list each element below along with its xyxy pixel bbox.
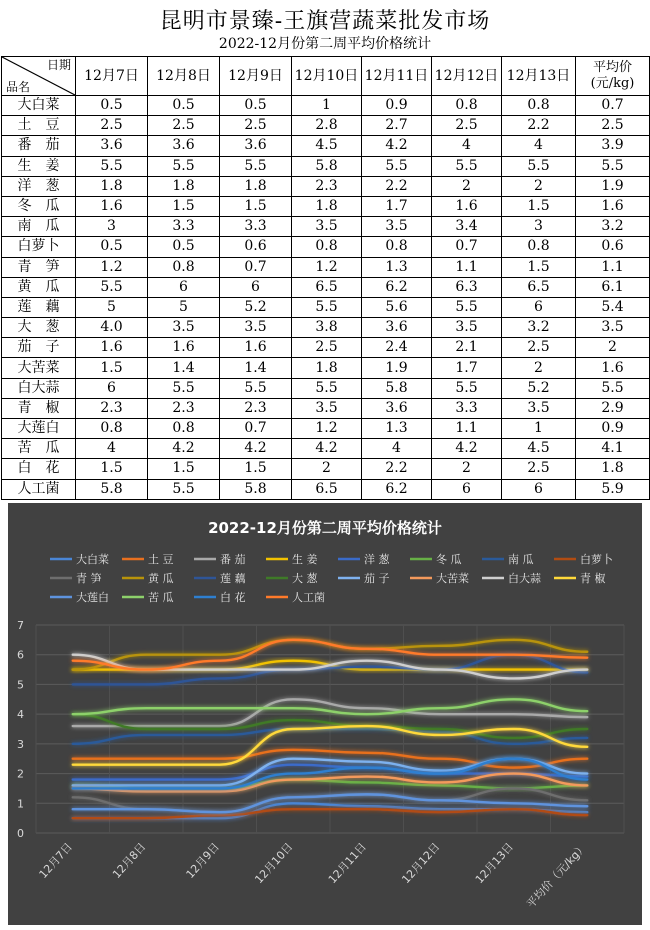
corner-name-label: 品名 xyxy=(6,80,31,94)
legend-label: 南 瓜 xyxy=(508,553,534,566)
price-chart xyxy=(8,503,642,925)
price-cell: 1.3 xyxy=(362,257,432,277)
price-cell: 4 xyxy=(76,439,148,459)
legend-label: 生 姜 xyxy=(292,553,318,566)
table-row xyxy=(2,237,650,257)
table-row xyxy=(2,378,650,398)
legend-label: 人工菌 xyxy=(292,591,325,604)
price-cell: 1.1 xyxy=(432,419,502,439)
price-table-body xyxy=(2,96,650,500)
average-price-cell: 2 xyxy=(576,338,650,358)
product-name-cell: 冬 瓜 xyxy=(2,196,76,216)
price-cell: 3.2 xyxy=(502,318,576,338)
price-cell: 0.8 xyxy=(432,96,502,116)
average-header xyxy=(576,57,650,96)
price-cell: 0.9 xyxy=(362,96,432,116)
product-name-cell: 莲 藕 xyxy=(2,297,76,317)
price-cell: 2.5 xyxy=(220,116,292,136)
price-cell: 5.5 xyxy=(292,378,362,398)
price-cell: 1.4 xyxy=(148,358,220,378)
y-tick-label: 4 xyxy=(17,708,24,722)
price-cell: 3.5 xyxy=(502,398,576,418)
price-cell: 6 xyxy=(220,277,292,297)
table-row xyxy=(2,156,650,176)
price-cell: 5.5 xyxy=(148,479,220,499)
price-cell: 3.5 xyxy=(148,318,220,338)
price-cell: 1.3 xyxy=(362,419,432,439)
price-cell: 5.2 xyxy=(220,297,292,317)
chart-y-axis xyxy=(17,619,24,840)
price-cell: 2.5 xyxy=(432,116,502,136)
price-cell: 1.8 xyxy=(292,196,362,216)
price-cell: 4.5 xyxy=(292,136,362,156)
price-cell: 1.8 xyxy=(148,176,220,196)
price-cell: 2.5 xyxy=(76,116,148,136)
table-row xyxy=(2,116,650,136)
date-header: 12月10日 xyxy=(292,57,362,96)
product-name-cell: 南 瓜 xyxy=(2,217,76,237)
price-cell: 0.8 xyxy=(148,419,220,439)
price-cell: 2 xyxy=(432,176,502,196)
chart-legend xyxy=(50,552,613,604)
average-price-cell: 4.1 xyxy=(576,439,650,459)
price-cell: 2.1 xyxy=(432,338,502,358)
price-cell: 0.8 xyxy=(292,237,362,257)
price-cell: 6.2 xyxy=(362,277,432,297)
price-cell: 1.6 xyxy=(76,196,148,216)
table-row xyxy=(2,419,650,439)
average-price-cell: 2.9 xyxy=(576,398,650,418)
table-row xyxy=(2,136,650,156)
product-name-cell: 番 茄 xyxy=(2,136,76,156)
price-cell: 4.2 xyxy=(292,439,362,459)
price-cell: 2.3 xyxy=(292,176,362,196)
price-cell: 1.8 xyxy=(292,358,362,378)
price-cell: 6 xyxy=(148,277,220,297)
legend-label: 大白菜 xyxy=(76,553,109,566)
corner-date-label: 日期 xyxy=(46,58,71,72)
price-cell: 4 xyxy=(432,136,502,156)
y-tick-label: 7 xyxy=(17,619,24,632)
price-cell: 1.5 xyxy=(220,459,292,479)
average-price-cell: 2.5 xyxy=(576,116,650,136)
price-cell: 6 xyxy=(502,479,576,499)
price-cell: 2.2 xyxy=(362,459,432,479)
price-cell: 0.5 xyxy=(76,237,148,257)
price-cell: 1.5 xyxy=(148,459,220,479)
price-cell: 6.5 xyxy=(292,479,362,499)
price-cell: 2 xyxy=(502,358,576,378)
price-cell: 3.5 xyxy=(292,398,362,418)
average-price-cell: 5.9 xyxy=(576,479,650,499)
product-name-cell: 茄 子 xyxy=(2,338,76,358)
legend-label: 黄 瓜 xyxy=(148,572,174,585)
price-cell: 1.5 xyxy=(76,358,148,378)
product-name-cell: 白 花 xyxy=(2,459,76,479)
price-cell: 6.3 xyxy=(432,277,502,297)
price-cell: 6 xyxy=(76,378,148,398)
average-price-cell: 5.5 xyxy=(576,378,650,398)
price-cell: 5.5 xyxy=(292,297,362,317)
price-cell: 1.6 xyxy=(432,196,502,216)
price-cell: 0.8 xyxy=(148,257,220,277)
average-price-cell: 5.5 xyxy=(576,156,650,176)
legend-label: 土 豆 xyxy=(148,553,174,566)
price-cell: 5.5 xyxy=(76,277,148,297)
price-cell: 3.4 xyxy=(432,217,502,237)
price-cell: 1.5 xyxy=(502,196,576,216)
price-cell: 3.5 xyxy=(292,217,362,237)
price-cell: 5.5 xyxy=(76,156,148,176)
table-row xyxy=(2,297,650,317)
price-cell: 4.5 xyxy=(502,439,576,459)
price-cell: 0.7 xyxy=(220,419,292,439)
date-header: 12月9日 xyxy=(220,57,292,96)
legend-label: 青 椒 xyxy=(580,572,606,585)
price-cell: 3.3 xyxy=(432,398,502,418)
y-tick-label: 3 xyxy=(17,737,24,751)
average-price-cell: 3.2 xyxy=(576,217,650,237)
table-row xyxy=(2,479,650,499)
x-tick-label: 12月13日 xyxy=(472,840,516,887)
price-cell: 6 xyxy=(432,479,502,499)
legend-label: 苦 瓜 xyxy=(148,591,174,604)
legend-label: 大莲白 xyxy=(76,591,109,604)
price-cell: 0.5 xyxy=(220,96,292,116)
price-cell: 2.5 xyxy=(502,338,576,358)
product-name-cell: 苦 瓜 xyxy=(2,439,76,459)
x-tick-label: 平均价（元/kg） xyxy=(524,840,590,911)
price-cell: 4.2 xyxy=(362,136,432,156)
price-cell: 2.5 xyxy=(502,459,576,479)
price-cell: 3.8 xyxy=(292,318,362,338)
product-name-cell: 大 葱 xyxy=(2,318,76,338)
table-row xyxy=(2,318,650,338)
price-cell: 3.6 xyxy=(362,398,432,418)
price-cell: 1.5 xyxy=(220,196,292,216)
price-cell: 5.5 xyxy=(502,156,576,176)
product-name-cell: 生 姜 xyxy=(2,156,76,176)
price-cell: 5.5 xyxy=(148,156,220,176)
price-cell: 0.6 xyxy=(220,237,292,257)
legend-label: 莲 藕 xyxy=(220,572,246,585)
price-cell: 1.5 xyxy=(502,257,576,277)
product-name-cell: 白萝卜 xyxy=(2,237,76,257)
price-cell: 5.2 xyxy=(502,378,576,398)
y-tick-label: 1 xyxy=(17,797,24,811)
price-cell: 0.8 xyxy=(502,96,576,116)
price-cell: 6 xyxy=(502,297,576,317)
average-header-line1: 平均价 xyxy=(592,60,632,75)
date-header: 12月11日 xyxy=(362,57,432,96)
price-cell: 2 xyxy=(432,459,502,479)
price-cell: 0.8 xyxy=(76,419,148,439)
price-cell: 1.5 xyxy=(76,459,148,479)
price-cell: 3.6 xyxy=(220,136,292,156)
price-cell: 1 xyxy=(292,96,362,116)
price-cell: 2.4 xyxy=(362,338,432,358)
corner-header-cell xyxy=(2,57,76,96)
x-tick-label: 12月10日 xyxy=(252,840,296,887)
price-cell: 1.6 xyxy=(76,338,148,358)
average-price-cell: 1.8 xyxy=(576,459,650,479)
product-name-cell: 大苦菜 xyxy=(2,358,76,378)
legend-label: 洋 葱 xyxy=(364,553,390,566)
price-cell: 3.6 xyxy=(362,318,432,338)
price-cell: 4.0 xyxy=(76,318,148,338)
price-cell: 5.8 xyxy=(362,378,432,398)
price-cell: 0.5 xyxy=(76,96,148,116)
price-cell: 2.2 xyxy=(362,176,432,196)
price-cell: 1.7 xyxy=(432,358,502,378)
price-table xyxy=(1,56,650,500)
price-cell: 3.6 xyxy=(76,136,148,156)
legend-label: 大苦菜 xyxy=(436,572,469,585)
table-row xyxy=(2,176,650,196)
price-cell: 5 xyxy=(148,297,220,317)
price-cell: 2.7 xyxy=(362,116,432,136)
y-tick-label: 6 xyxy=(17,648,24,662)
legend-label: 青 笋 xyxy=(76,572,102,585)
price-cell: 2 xyxy=(502,176,576,196)
price-cell: 5.5 xyxy=(362,156,432,176)
price-cell: 2.3 xyxy=(220,398,292,418)
y-tick-label: 2 xyxy=(17,767,24,781)
date-header: 12月7日 xyxy=(76,57,148,96)
price-cell: 2.3 xyxy=(148,398,220,418)
price-cell: 4 xyxy=(502,136,576,156)
x-tick-label: 12月12日 xyxy=(399,840,443,887)
product-name-cell: 黄 瓜 xyxy=(2,277,76,297)
product-name-cell: 人工菌 xyxy=(2,479,76,499)
legend-label: 冬 瓜 xyxy=(436,553,462,566)
x-tick-label: 12月7日 xyxy=(36,840,75,881)
price-cell: 3.3 xyxy=(220,217,292,237)
price-cell: 3.5 xyxy=(432,318,502,338)
price-cell: 6.2 xyxy=(362,479,432,499)
price-cell: 0.7 xyxy=(220,257,292,277)
price-cell: 1.2 xyxy=(292,419,362,439)
product-name-cell: 大莲白 xyxy=(2,419,76,439)
product-name-cell: 洋 葱 xyxy=(2,176,76,196)
product-name-cell: 白大蒜 xyxy=(2,378,76,398)
legend-label: 大 葱 xyxy=(292,572,318,585)
product-name-cell: 大白菜 xyxy=(2,96,76,116)
price-cell: 5.8 xyxy=(220,479,292,499)
price-cell: 3.3 xyxy=(148,217,220,237)
price-cell: 1.6 xyxy=(220,338,292,358)
price-cell: 3 xyxy=(502,217,576,237)
table-row xyxy=(2,217,650,237)
date-header: 12月12日 xyxy=(432,57,502,96)
price-cell: 1.8 xyxy=(76,176,148,196)
price-cell: 6.5 xyxy=(502,277,576,297)
price-cell: 3.5 xyxy=(362,217,432,237)
price-cell: 1.7 xyxy=(362,196,432,216)
price-cell: 3 xyxy=(76,217,148,237)
price-cell: 1.2 xyxy=(292,257,362,277)
average-price-cell: 1.1 xyxy=(576,257,650,277)
product-name-cell: 土 豆 xyxy=(2,116,76,136)
price-cell: 4.2 xyxy=(148,439,220,459)
line-chart-svg xyxy=(8,503,642,925)
price-cell: 0.8 xyxy=(362,237,432,257)
price-cell: 5.5 xyxy=(432,297,502,317)
legend-label: 白大蒜 xyxy=(508,572,541,585)
legend-label: 白萝卜 xyxy=(580,553,613,566)
price-cell: 6.5 xyxy=(292,277,362,297)
table-row xyxy=(2,196,650,216)
price-cell: 2.5 xyxy=(148,116,220,136)
average-price-cell: 0.7 xyxy=(576,96,650,116)
price-cell: 2 xyxy=(292,459,362,479)
legend-label: 番 茄 xyxy=(220,553,246,566)
average-header-line2: (元/kg) xyxy=(590,76,635,91)
average-price-cell: 0.9 xyxy=(576,419,650,439)
price-cell: 2.2 xyxy=(502,116,576,136)
price-cell: 2.5 xyxy=(292,338,362,358)
average-price-cell: 1.6 xyxy=(576,196,650,216)
chart-x-axis xyxy=(37,840,590,911)
price-cell: 4 xyxy=(362,439,432,459)
chart-title: 2022-12月份第二周平均价格统计 xyxy=(208,519,442,537)
price-cell: 2.8 xyxy=(292,116,362,136)
price-cell: 5.8 xyxy=(76,479,148,499)
table-header-row xyxy=(2,57,650,96)
x-tick-label: 12月11日 xyxy=(325,840,369,887)
price-cell: 4.2 xyxy=(220,439,292,459)
price-cell: 0.8 xyxy=(502,237,576,257)
average-price-cell: 6.1 xyxy=(576,277,650,297)
table-row xyxy=(2,459,650,479)
price-cell: 5.5 xyxy=(432,156,502,176)
price-cell: 0.7 xyxy=(432,237,502,257)
price-cell: 2.3 xyxy=(76,398,148,418)
page-title: 昆明市景臻-王旗营蔬菜批发市场 xyxy=(159,9,491,34)
product-name-cell: 青 笋 xyxy=(2,257,76,277)
average-price-cell: 5.4 xyxy=(576,297,650,317)
date-header: 12月13日 xyxy=(502,57,576,96)
page-subtitle: 2022-12月份第二周平均价格统计 xyxy=(218,36,432,52)
price-cell: 1 xyxy=(502,419,576,439)
x-tick-label: 12月9日 xyxy=(183,840,222,881)
average-price-cell: 0.6 xyxy=(576,237,650,257)
price-cell: 0.5 xyxy=(148,237,220,257)
average-price-cell: 1.6 xyxy=(576,358,650,378)
price-cell: 1.5 xyxy=(148,196,220,216)
price-cell: 1.9 xyxy=(362,358,432,378)
y-tick-label: 0 xyxy=(17,827,24,840)
table-row xyxy=(2,358,650,378)
price-cell: 5.5 xyxy=(220,156,292,176)
price-cell: 1.6 xyxy=(148,338,220,358)
price-cell: 1.1 xyxy=(432,257,502,277)
table-row xyxy=(2,257,650,277)
price-cell: 1.8 xyxy=(220,176,292,196)
legend-label: 白 花 xyxy=(220,591,246,604)
average-price-cell: 3.5 xyxy=(576,318,650,338)
price-cell: 5.5 xyxy=(220,378,292,398)
date-header: 12月8日 xyxy=(148,57,220,96)
price-cell: 4.2 xyxy=(432,439,502,459)
price-cell: 5.8 xyxy=(292,156,362,176)
legend-label: 茄 子 xyxy=(364,572,390,585)
price-cell: 0.5 xyxy=(148,96,220,116)
average-price-cell: 3.9 xyxy=(576,136,650,156)
price-cell: 5.5 xyxy=(432,378,502,398)
table-row xyxy=(2,439,650,459)
x-tick-label: 12月8日 xyxy=(110,840,149,881)
price-cell: 3.5 xyxy=(220,318,292,338)
price-cell: 1.2 xyxy=(76,257,148,277)
price-cell: 5.6 xyxy=(362,297,432,317)
price-cell: 5 xyxy=(76,297,148,317)
product-name-cell: 青 椒 xyxy=(2,398,76,418)
table-row xyxy=(2,398,650,418)
price-cell: 5.5 xyxy=(148,378,220,398)
price-cell: 3.6 xyxy=(148,136,220,156)
table-row xyxy=(2,96,650,116)
average-price-cell: 1.9 xyxy=(576,176,650,196)
price-cell: 1.4 xyxy=(220,358,292,378)
table-row xyxy=(2,338,650,358)
table-row xyxy=(2,277,650,297)
y-tick-label: 5 xyxy=(17,678,24,692)
